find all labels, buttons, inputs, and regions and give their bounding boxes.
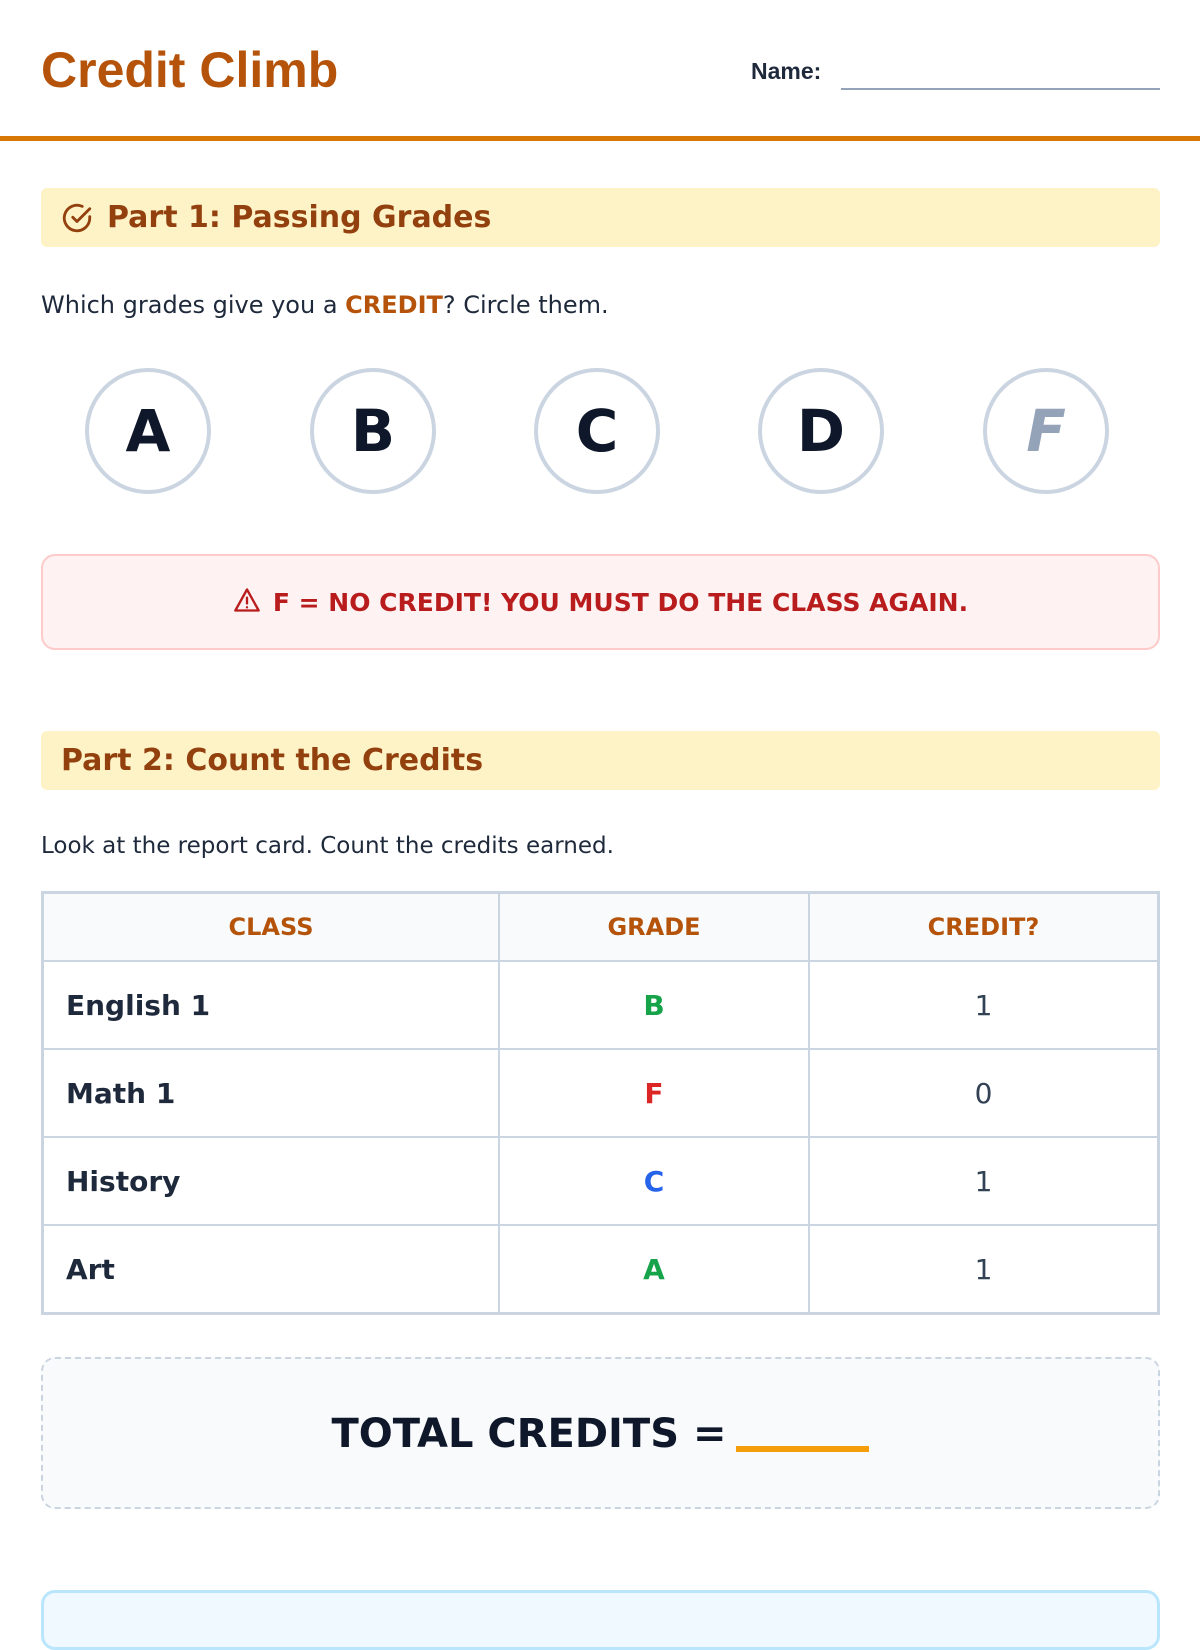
column-header-grade: GRADE: [499, 893, 809, 962]
credit-cell: 1: [809, 1137, 1159, 1225]
part2-title: Part 2: Count the Credits: [61, 743, 484, 778]
column-header-class: CLASS: [43, 893, 500, 962]
grade-option-b[interactable]: B: [310, 368, 436, 494]
credit-cell: 0: [809, 1049, 1159, 1137]
name-label: Name:: [751, 58, 822, 84]
column-header-credit: CREDIT?: [809, 893, 1159, 962]
credit-cell: 1: [809, 961, 1159, 1049]
name-field-line[interactable]: [841, 88, 1160, 90]
class-cell: English 1: [43, 961, 500, 1049]
check-circle-icon: [60, 201, 94, 235]
report-card-table: [41, 891, 1160, 1315]
part1-section-header: [41, 188, 1160, 247]
table-header-row: [43, 893, 1159, 962]
total-credits-box: [41, 1357, 1160, 1509]
grade-cell: B: [499, 961, 809, 1049]
part2-section-header: [41, 731, 1160, 790]
credit-cell: 1: [809, 1225, 1159, 1314]
table-row: [43, 961, 1159, 1049]
total-credits-answer-line[interactable]: [736, 1446, 869, 1452]
grade-option-c[interactable]: C: [534, 368, 660, 494]
part2-instruction: Look at the report card. Count the credits earned.: [41, 833, 614, 859]
next-section-box: [41, 1590, 1160, 1650]
grade-cell: F: [499, 1049, 809, 1137]
no-credit-warning: [41, 554, 1160, 650]
class-cell: Art: [43, 1225, 500, 1314]
page-header: [0, 0, 1200, 141]
part1-title: Part 1: Passing Grades: [107, 200, 492, 235]
page-title: Credit Climb: [41, 42, 339, 98]
class-cell: History: [43, 1137, 500, 1225]
warning-text: F = NO CREDIT! YOU MUST DO THE CLASS AGAIN.: [272, 587, 969, 617]
grade-cell: A: [499, 1225, 809, 1314]
credit-keyword: CREDIT: [345, 291, 443, 319]
grade-cell: C: [499, 1137, 809, 1225]
instruction-text-end: ? Circle them.: [442, 291, 609, 319]
table-row: [43, 1137, 1159, 1225]
class-cell: Math 1: [43, 1049, 500, 1137]
table-row: [43, 1049, 1159, 1137]
grade-option-a[interactable]: A: [85, 368, 211, 494]
part1-instruction: [41, 291, 609, 319]
instruction-text-start: Which grades give you a: [41, 291, 346, 319]
warning-triangle-icon: [233, 586, 261, 614]
table-row: [43, 1225, 1159, 1314]
grade-option-f[interactable]: F: [983, 368, 1109, 494]
grade-option-d[interactable]: D: [758, 368, 884, 494]
total-credits-label: TOTAL CREDITS =: [331, 1411, 727, 1457]
